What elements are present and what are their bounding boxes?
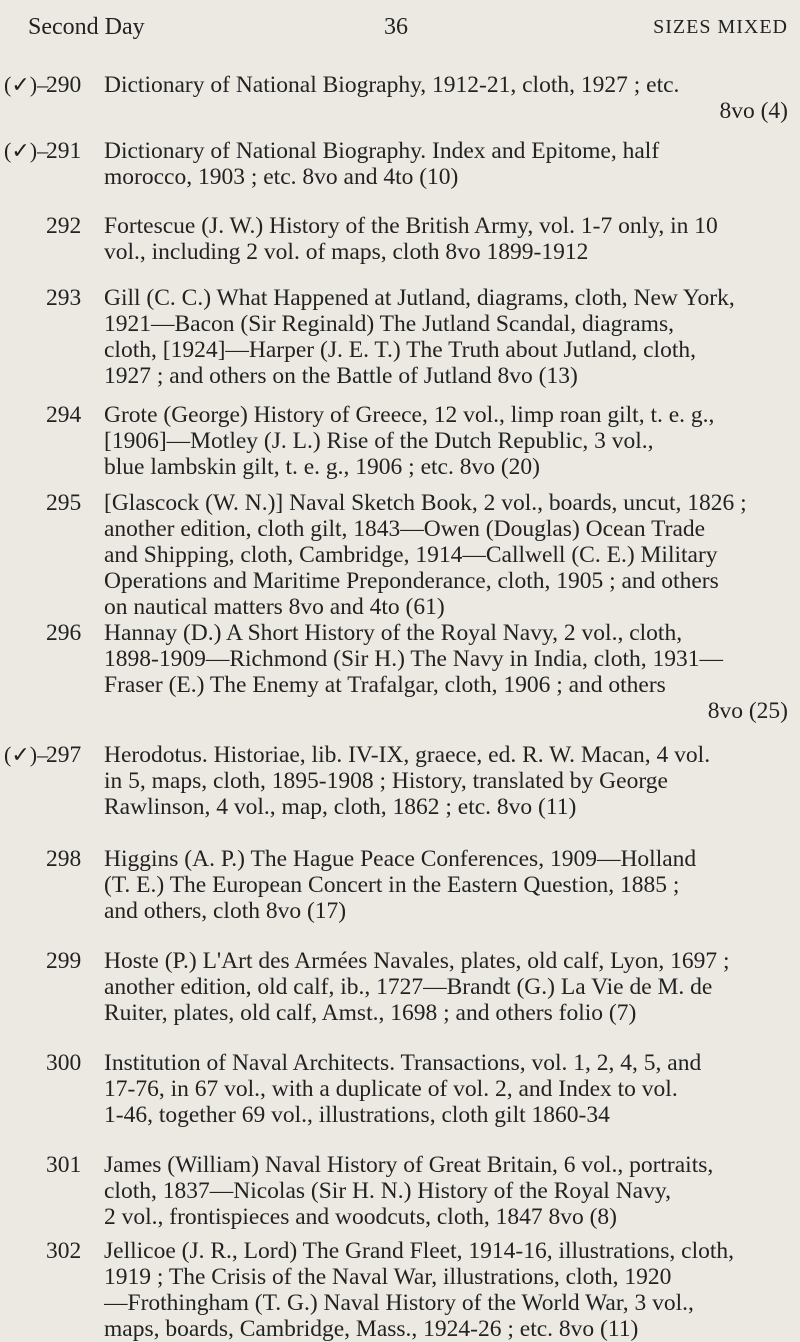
section-label: SIZES MIXED <box>653 16 788 38</box>
description-line: vol., including 2 vol. of maps, cloth 8vo 1899-1912 <box>104 239 589 265</box>
description-line: maps, boards, Cambridge, Mass., 1924-26 ; etc. 8vo (11) <box>104 1316 639 1342</box>
description-line: blue lambskin gilt, t. e. g., 1906 ; etc. 8vo (20) <box>104 454 540 480</box>
description-line: Grote (George) History of Greece, 12 vol., limp roan gilt, t. e. g., <box>104 402 715 428</box>
lot-number: 301 <box>46 1152 82 1178</box>
description-line: Gill (C. C.) What Happened at Jutland, diagrams, cloth, New York, <box>104 285 735 311</box>
description-line: Herodotus. Historiae, lib. IV-IX, graece, ed. R. W. Macan, 4 vol. <box>104 742 711 768</box>
lot-number: 299 <box>46 948 82 974</box>
lot-number: 294 <box>46 402 82 428</box>
lot-description <box>104 1238 788 1342</box>
description-line: (T. E.) The European Concert in the Eastern Question, 1885 ; <box>104 872 680 898</box>
description-line: another edition, old calf, ib., 1727—Brandt (G.) La Vie de M. de <box>104 974 713 1000</box>
lot-description <box>104 402 788 480</box>
size-count: 8vo (4) <box>719 98 788 124</box>
description-line: Higgins (A. P.) The Hague Peace Conferences, 1909—Holland <box>104 846 697 872</box>
description-line: 1921—Bacon (Sir Reginald) The Jutland Scandal, diagrams, <box>104 311 674 337</box>
lot-description <box>104 742 788 820</box>
description-line: Rawlinson, 4 vol., map, cloth, 1862 ; etc. 8vo (11) <box>104 794 577 820</box>
description-line: Operations and Maritime Preponderance, cloth, 1905 ; and others <box>104 568 719 594</box>
description-line: 2 vol., frontispieces and woodcuts, cloth, 1847 8vo (8) <box>104 1204 617 1230</box>
lot-number: 298 <box>46 846 82 872</box>
lot-number: 290 <box>46 72 82 98</box>
lot-description <box>104 138 788 190</box>
lot-description <box>104 285 788 389</box>
lot-description <box>104 213 788 265</box>
description-line: Hannay (D.) A Short History of the Royal Navy, 2 vol., cloth, <box>104 620 683 646</box>
lot-number: 296 <box>46 620 82 646</box>
description-line: 17-76, in 67 vol., with a duplicate of vol. 2, and Index to vol. <box>104 1076 678 1102</box>
tick-mark-icon: (✓)– <box>4 72 49 97</box>
description-line: 1927 ; and others on the Battle of Jutland 8vo (13) <box>104 363 578 389</box>
description-line: 1-46, together 69 vol., illustrations, cloth gilt 1860-34 <box>104 1102 610 1128</box>
lot-number: 293 <box>46 285 82 311</box>
lot-description <box>104 846 788 924</box>
tick-mark-icon: (✓)– <box>4 138 49 163</box>
lot-description <box>104 490 788 620</box>
day-label: Second Day <box>28 14 145 40</box>
lot-number: 302 <box>46 1238 82 1264</box>
description-line: 1898-1909—Richmond (Sir H.) The Navy in India, cloth, 1931— <box>104 646 723 672</box>
description-line: —Frothingham (T. G.) Naval History of the World War, 3 vol., <box>104 1290 694 1316</box>
description-line: [Glascock (W. N.)] Naval Sketch Book, 2 vol., boards, uncut, 1826 ; <box>104 490 747 516</box>
description-line: Institution of Naval Architects. Transactions, vol. 1, 2, 4, 5, and <box>104 1050 702 1076</box>
description-line: another edition, cloth gilt, 1843—Owen (Douglas) Ocean Trade <box>104 516 706 542</box>
description-line: in 5, maps, cloth, 1895-1908 ; History, translated by George <box>104 768 668 794</box>
description-line: [1906]—Motley (J. L.) Rise of the Dutch Republic, 3 vol., <box>104 428 654 454</box>
lot-number: 292 <box>46 213 82 239</box>
description-line: cloth, [1924]—Harper (J. E. T.) The Truth about Jutland, cloth, <box>104 337 696 363</box>
description-line: morocco, 1903 ; etc. 8vo and 4to (10) <box>104 164 459 190</box>
lot-description <box>104 948 788 1026</box>
lot-number: 297 <box>46 742 82 768</box>
description-line: Fraser (E.) The Enemy at Trafalgar, cloth, 1906 ; and others <box>104 672 666 698</box>
description-line: Ruiter, plates, old calf, Amst., 1698 ; and others folio (7) <box>104 1000 637 1026</box>
description-line: Hoste (P.) L'Art des Armées Navales, plates, old calf, Lyon, 1697 ; <box>104 948 730 974</box>
page-header <box>0 0 800 60</box>
lot-description <box>104 1152 788 1230</box>
description-line: James (William) Naval History of Great Britain, 6 vol., portraits, <box>104 1152 714 1178</box>
description-line: Dictionary of National Biography. Index and Epitome, half <box>104 138 660 164</box>
size-count: 8vo (25) <box>707 698 788 724</box>
lot-number: 291 <box>46 138 82 164</box>
lot-number: 295 <box>46 490 82 516</box>
description-line: Dictionary of National Biography, 1912-21, cloth, 1927 ; etc. <box>104 72 680 98</box>
description-line: Fortescue (J. W.) History of the British Army, vol. 1-7 only, in 10 <box>104 213 718 239</box>
description-line: cloth, 1837—Nicolas (Sir H. N.) History of the Royal Navy, <box>104 1178 671 1204</box>
description-line: 1919 ; The Crisis of the Naval War, illustrations, cloth, 1920 <box>104 1264 672 1290</box>
tick-mark-icon: (✓)– <box>4 742 49 767</box>
description-line: Jellicoe (J. R., Lord) The Grand Fleet, 1914-16, illustrations, cloth, <box>104 1238 735 1264</box>
lot-description <box>104 620 788 724</box>
description-line: on nautical matters 8vo and 4to (61) <box>104 594 445 620</box>
lot-number: 300 <box>46 1050 82 1076</box>
description-line: and others, cloth 8vo (17) <box>104 898 347 924</box>
lot-description <box>104 72 788 124</box>
lot-description <box>104 1050 788 1128</box>
page-number: 36 <box>384 14 408 40</box>
description-line: and Shipping, cloth, Cambridge, 1914—Callwell (C. E.) Military <box>104 542 718 568</box>
